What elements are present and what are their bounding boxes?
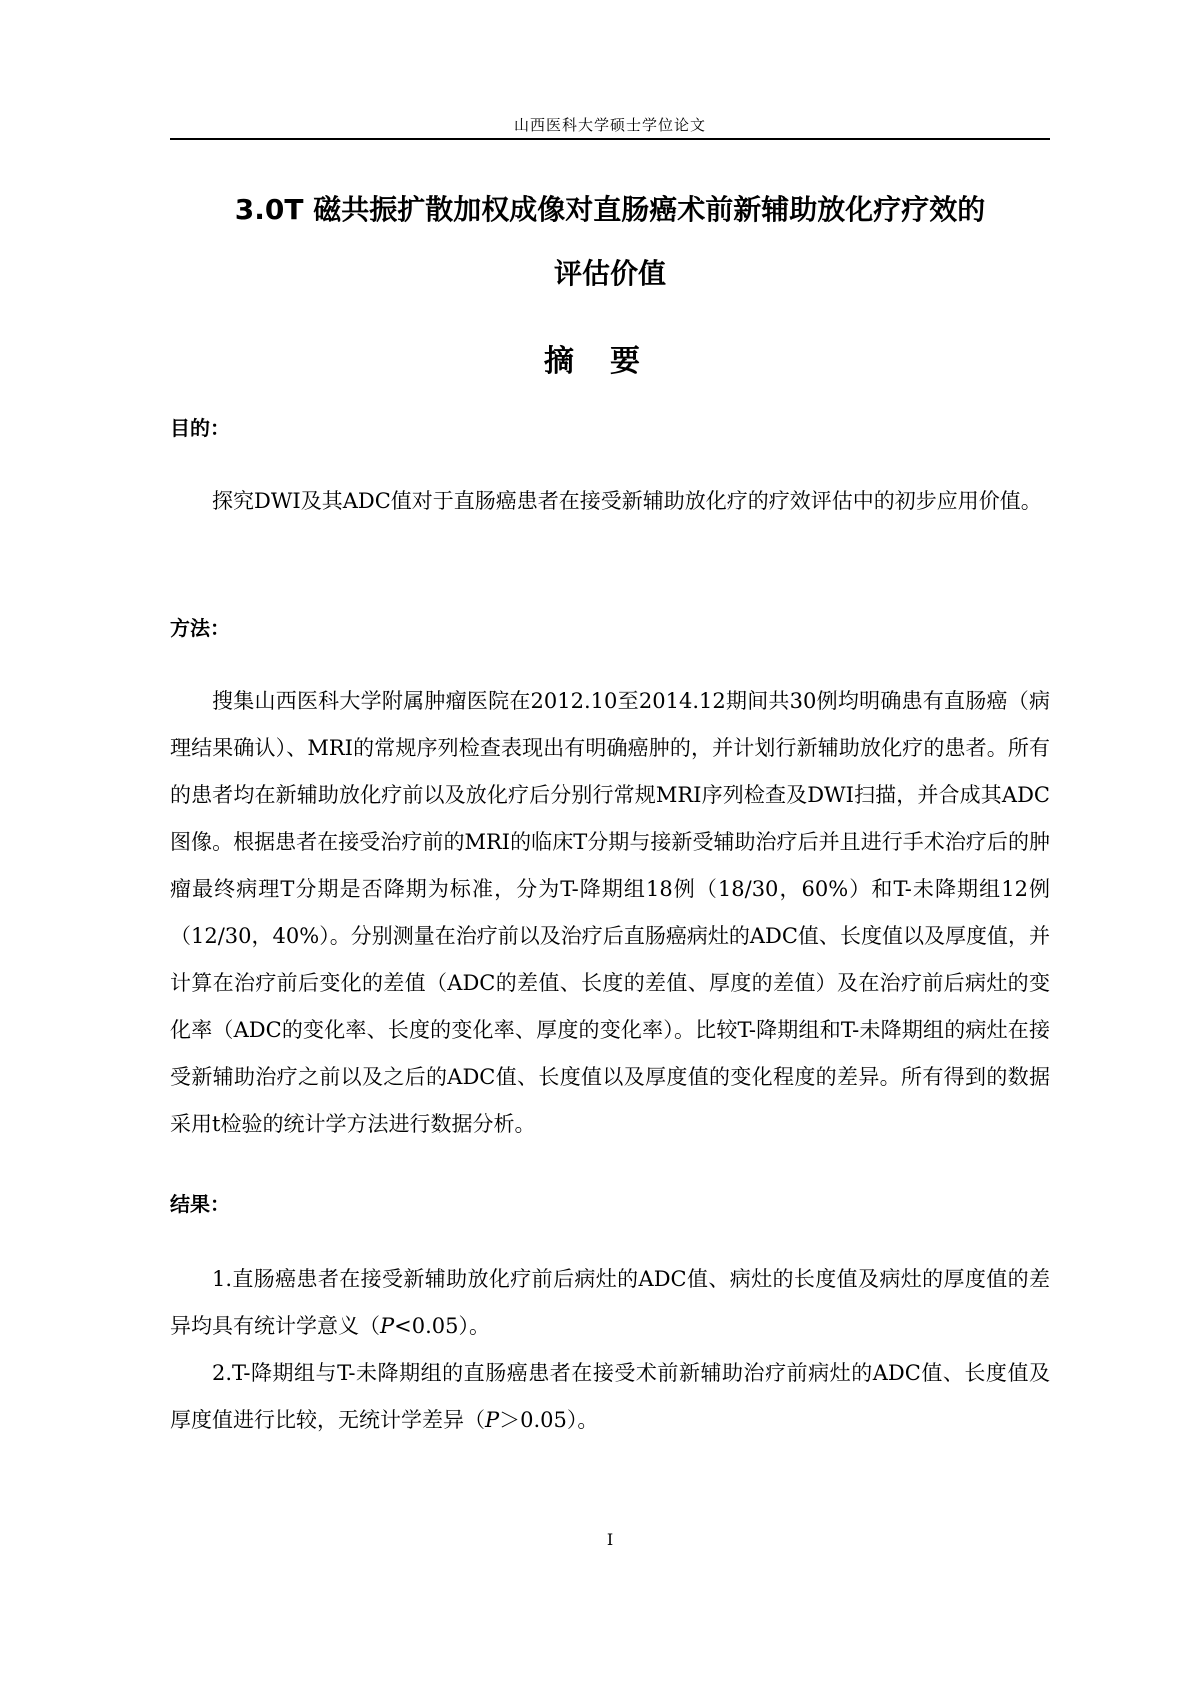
results-item-2-text: 2.T-降期组与T-未降期组的直肠癌患者在接受术前新辅助治疗前病灶的ADC值、长度值及厚度值进行比较，无统计学差异（ [170, 1361, 1050, 1432]
methods-heading: 方法： [170, 616, 230, 640]
header-rule [170, 138, 1050, 140]
results-item-1-threshold: <0.05）。 [394, 1314, 490, 1338]
objective-heading: 目的： [170, 416, 230, 440]
objective-text: 探究DWI及其ADC值对于直肠癌患者在接受新辅助放化疗的疗效评估中的初步应用价值。 [212, 489, 1042, 513]
paper-title [130, 178, 1090, 306]
abstract-heading: 摘要 [544, 344, 676, 379]
paper-title-line-1: 3.0T 磁共振扩散加权成像对直肠癌术前新辅助放化疗疗效的 [234, 193, 986, 226]
results-item-2 [170, 1350, 1050, 1444]
results-item-2-threshold: ＞0.05）。 [499, 1408, 599, 1432]
results-item-1 [170, 1256, 1050, 1350]
paper-title-line-2: 评估价值 [553, 257, 666, 290]
p-value-symbol: P [485, 1408, 500, 1432]
p-value-symbol: P [380, 1314, 395, 1338]
results-heading: 结果： [170, 1192, 230, 1216]
page-number: I [606, 1530, 614, 1549]
methods-text: 搜集山西医科大学附属肿瘤医院在2012.10至2014.12期间共30例均明确患有直肠癌（病理结果确认）、MRI的常规序列检查表现出有明确癌肿的，并计划行新辅助放化疗的患者。所有的患者均在新辅助放化疗前以及放化疗后分别行常规MRI序列检查及DWI扫描，并合成其ADC图像。根据患者在接受治疗前的MRI的临床T分期与接新受辅助治疗后并且进行手术治疗后的肿瘤最终病理T分期是否降期为标准，分为T-降期组18例（18/30，60%）和T-未降期组12例（12/30，40%）。分别测量在治疗前以及治疗后直肠癌病灶的ADC值、长度值以及厚度值，并计算在治疗前后变化的差值（ADC的差值、长度的差值、厚度的差值）及在治疗前后病灶的变化率（ADC的变化率、长度的变化率、厚度的变化率）。比较T-降期组和T-未降期组的病灶在接受新辅助治疗之前以及之后的ADC值、长度值以及厚度值的变化程度的差异。所有得到的数据采用t检验的统计学方法进行数据分析。 [170, 689, 1050, 1136]
running-header: 山西医科大学硕士学位论文 [513, 116, 706, 134]
results-item-1-text: 1.直肠癌患者在接受新辅助放化疗前后病灶的ADC值、病灶的长度值及病灶的厚度值的差异均具有统计学意义（ [170, 1267, 1050, 1338]
